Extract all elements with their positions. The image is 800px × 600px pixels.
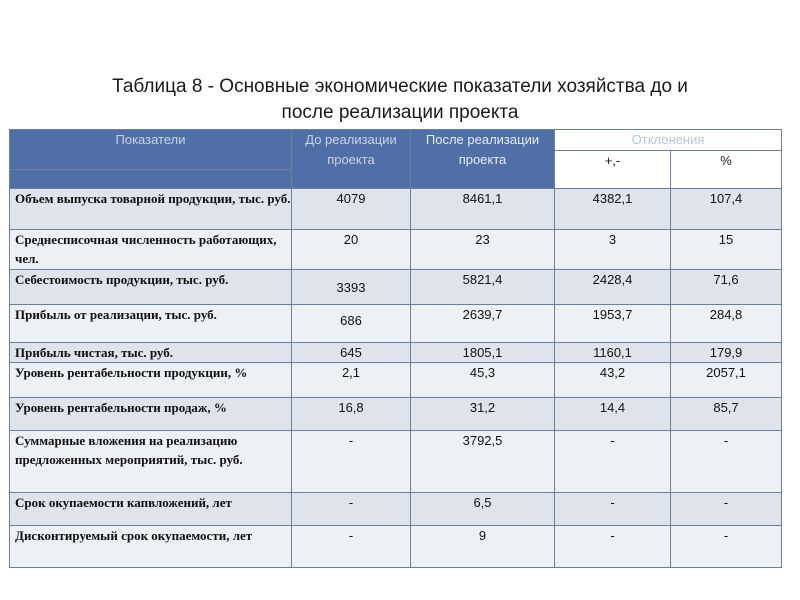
cell-deviation-pct: -: [671, 431, 782, 493]
cell-before: 16,8: [292, 398, 411, 431]
header-indicator: Показатели: [10, 130, 292, 170]
cell-deviation-pct: 15: [671, 230, 782, 270]
table-row: [10, 526, 782, 568]
table-row: [10, 493, 782, 526]
cell-after: 3792,5: [411, 431, 555, 493]
cell-deviation-pct: 71,6: [671, 270, 782, 305]
cell-deviation-abs: 1160,1: [555, 343, 671, 363]
cell-deviation-abs: 3: [555, 230, 671, 270]
cell-before: -: [292, 526, 411, 568]
header-before: До реализации проекта: [292, 130, 411, 189]
cell-after: 9: [411, 526, 555, 568]
header-indicator-spacer: [10, 170, 292, 189]
row-label: Среднесписочная численность работающих, чел.: [10, 230, 292, 270]
cell-deviation-abs: 1953,7: [555, 305, 671, 343]
header-deviations: Отклонения: [555, 130, 782, 151]
table-row: [10, 270, 782, 305]
table-row: [10, 343, 782, 363]
cell-deviation-pct: 2057,1: [671, 363, 782, 398]
header-dev-pct: %: [671, 151, 782, 189]
row-label: Суммарные вложения на реализацию предложенных мероприятий, тыс. руб.: [10, 431, 292, 493]
cell-before: -: [292, 431, 411, 493]
cell-deviation-abs: 43,2: [555, 363, 671, 398]
table-title: [60, 74, 740, 126]
cell-deviation-abs: 2428,4: [555, 270, 671, 305]
row-label: Прибыль чистая, тыс. руб.: [10, 343, 292, 363]
table-row: [10, 398, 782, 431]
row-label: Уровень рентабельности продаж, %: [10, 398, 292, 431]
cell-deviation-abs: 4382,1: [555, 189, 671, 230]
cell-deviation-abs: -: [555, 493, 671, 526]
cell-deviation-abs: -: [555, 431, 671, 493]
cell-after: 45,3: [411, 363, 555, 398]
cell-deviation-pct: 85,7: [671, 398, 782, 431]
row-label: Объем выпуска товарной продукции, тыс. руб.: [10, 189, 292, 230]
cell-before: 2,1: [292, 363, 411, 398]
cell-deviation-pct: 107,4: [671, 189, 782, 230]
title-line-2: после реализации проекта: [281, 102, 519, 123]
cell-after: 8461,1: [411, 189, 555, 230]
table-row: [10, 305, 782, 343]
table-row: [10, 431, 782, 493]
cell-after: 31,2: [411, 398, 555, 431]
cell-after: 6,5: [411, 493, 555, 526]
cell-before: 4079: [292, 189, 411, 230]
header-after: После реализации проекта: [411, 130, 555, 189]
cell-deviation-pct: -: [671, 493, 782, 526]
cell-before: -: [292, 493, 411, 526]
row-label: Прибыль от реализации, тыс. руб.: [10, 305, 292, 343]
title-line-1: Таблица 8 - Основные экономические показатели хозяйства до и: [112, 76, 688, 97]
cell-before: 686: [292, 305, 411, 343]
cell-after: 5821,4: [411, 270, 555, 305]
header-dev-abs: +,-: [555, 151, 671, 189]
row-label: Срок окупаемости капвложений, лет: [10, 493, 292, 526]
cell-deviation-pct: -: [671, 526, 782, 568]
row-label: Себестоимость продукции, тыс. руб.: [10, 270, 292, 305]
cell-deviation-abs: -: [555, 526, 671, 568]
cell-before: 3393: [292, 270, 411, 305]
cell-before: 20: [292, 230, 411, 270]
cell-deviation-pct: 179,9: [671, 343, 782, 363]
cell-after: 23: [411, 230, 555, 270]
cell-deviation-pct: 284,8: [671, 305, 782, 343]
cell-before: 645: [292, 343, 411, 363]
row-label: Дисконтируемый срок окупаемости, лет: [10, 526, 292, 568]
cell-after: 1805,1: [411, 343, 555, 363]
cell-deviation-abs: 14,4: [555, 398, 671, 431]
table-row: [10, 230, 782, 270]
table-body: [10, 189, 782, 568]
row-label: Уровень рентабельности продукции, %: [10, 363, 292, 398]
table-row: [10, 189, 782, 230]
economic-indicators-table: [9, 129, 782, 568]
table-row: [10, 363, 782, 398]
cell-after: 2639,7: [411, 305, 555, 343]
